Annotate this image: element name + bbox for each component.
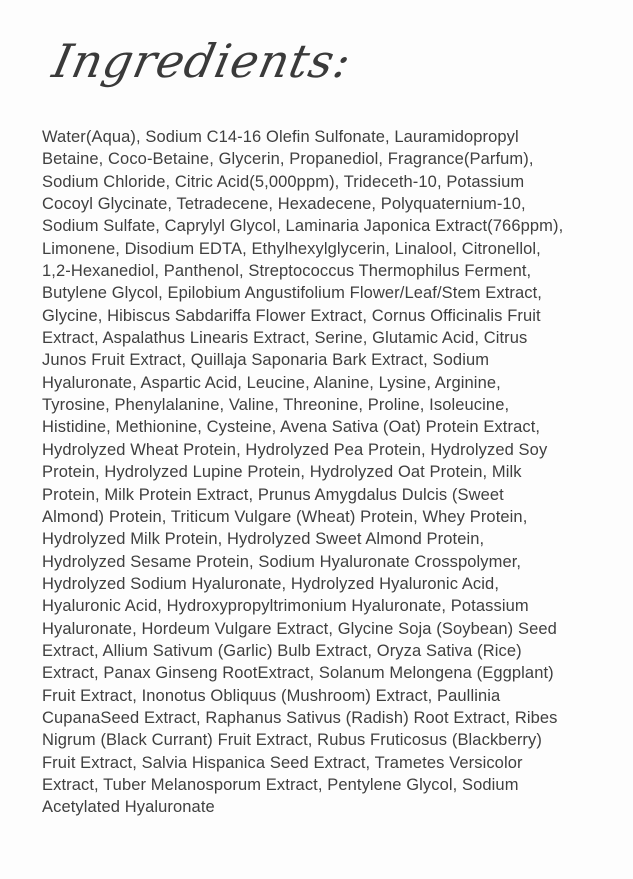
ingredients-line: Extract, Panax Ginseng RootExtract, Solanum Melongena (Eggplant) (42, 664, 554, 683)
ingredients-line: Tyrosine, Phenylalanine, Valine, Threonine, Proline, Isoleucine, (42, 396, 510, 415)
ingredients-line: Hydrolyzed Sesame Protein, Sodium Hyaluronate Crosspolymer, (42, 552, 522, 571)
ingredients-line: Protein, Hydrolyzed Lupine Protein, Hydrolyzed Oat Protein, Milk (42, 463, 522, 482)
ingredients-line: Extract, Tuber Melanosporum Extract, Pentylene Glycol, Sodium (42, 775, 519, 794)
ingredients-line: Sodium Sulfate, Caprylyl Glycol, Laminaria Japonica Extract(766ppm), (42, 217, 564, 236)
ingredients-line: Fruit Extract, Salvia Hispanica Seed Extract, Trametes Versicolor (42, 753, 523, 772)
ingredients-line: Sodium Chloride, Citric Acid(5,000ppm), Trideceth-10, Potassium (42, 172, 525, 191)
ingredients-line: 1,2-Hexanediol, Panthenol, Streptococcus Thermophilus Ferment, (42, 262, 532, 281)
ingredients-line: Hyaluronate, Aspartic Acid, Leucine, Alanine, Lysine, Arginine, (42, 373, 501, 392)
ingredients-line: Histidine, Methionine, Cysteine, Avena Sativa (Oat) Protein Extract, (42, 418, 541, 437)
ingredients-line: Water(Aqua), Sodium C14-16 Olefin Sulfonate, Lauramidopropyl (42, 128, 519, 146)
ingredients-line: Hydrolyzed Wheat Protein, Hydrolyzed Pea Protein, Hydrolyzed Soy (42, 440, 548, 459)
page-title: Ingredients: (48, 34, 357, 88)
ingredients-line: Extract, Allium Sativum (Garlic) Bulb Extract, Oryza Sativa (Rice) (42, 641, 522, 660)
ingredients-line: Hyaluronic Acid, Hydroxypropyltrimonium Hyaluronate, Potassium (42, 597, 529, 616)
ingredients-line: Fruit Extract, Inonotus Obliquus (Mushroom) Extract, Paullinia (42, 686, 501, 705)
ingredients-line: Butylene Glycol, Epilobium Angustifolium Flower/Leaf/Stem Extract, (42, 284, 542, 303)
ingredients-line: Acetylated Hyaluronate (42, 798, 215, 817)
ingredients-line: CupanaSeed Extract, Raphanus Sativus (Radish) Root Extract, Ribes (42, 708, 558, 727)
ingredients-line: Betaine, Coco-Betaine, Glycerin, Propanediol, Fragrance(Parfum), (42, 150, 534, 169)
ingredients-line: Glycine, Hibiscus Sabdariffa Flower Extract, Cornus Officinalis Fruit (42, 306, 541, 325)
ingredients-line: Nigrum (Black Currant) Fruit Extract, Rubus Fruticosus (Blackberry) (42, 731, 542, 750)
ingredients-text (42, 126, 617, 819)
ingredients-line: Hyaluronate, Hordeum Vulgare Extract, Glycine Soja (Soybean) Seed (42, 619, 557, 638)
ingredients-line: Extract, Aspalathus Linearis Extract, Serine, Glutamic Acid, Citrus (42, 329, 528, 348)
ingredients-line: Hydrolyzed Milk Protein, Hydrolyzed Sweet Almond Protein, (42, 530, 485, 549)
ingredients-line: Junos Fruit Extract, Quillaja Saponaria Bark Extract, Sodium (42, 351, 490, 370)
ingredients-line: Cocoyl Glycinate, Tetradecene, Hexadecene, Polyquaternium-10, (42, 195, 526, 214)
ingredients-line: Hydrolyzed Sodium Hyaluronate, Hydrolyzed Hyaluronic Acid, (42, 574, 500, 593)
ingredients-line: Protein, Milk Protein Extract, Prunus Amygdalus Dulcis (Sweet (42, 485, 504, 504)
ingredients-line: Almond) Protein, Triticum Vulgare (Wheat) Protein, Whey Protein, (42, 507, 528, 526)
ingredients-line: Limonene, Disodium EDTA, Ethylhexylglycerin, Linalool, Citronellol, (42, 239, 541, 258)
